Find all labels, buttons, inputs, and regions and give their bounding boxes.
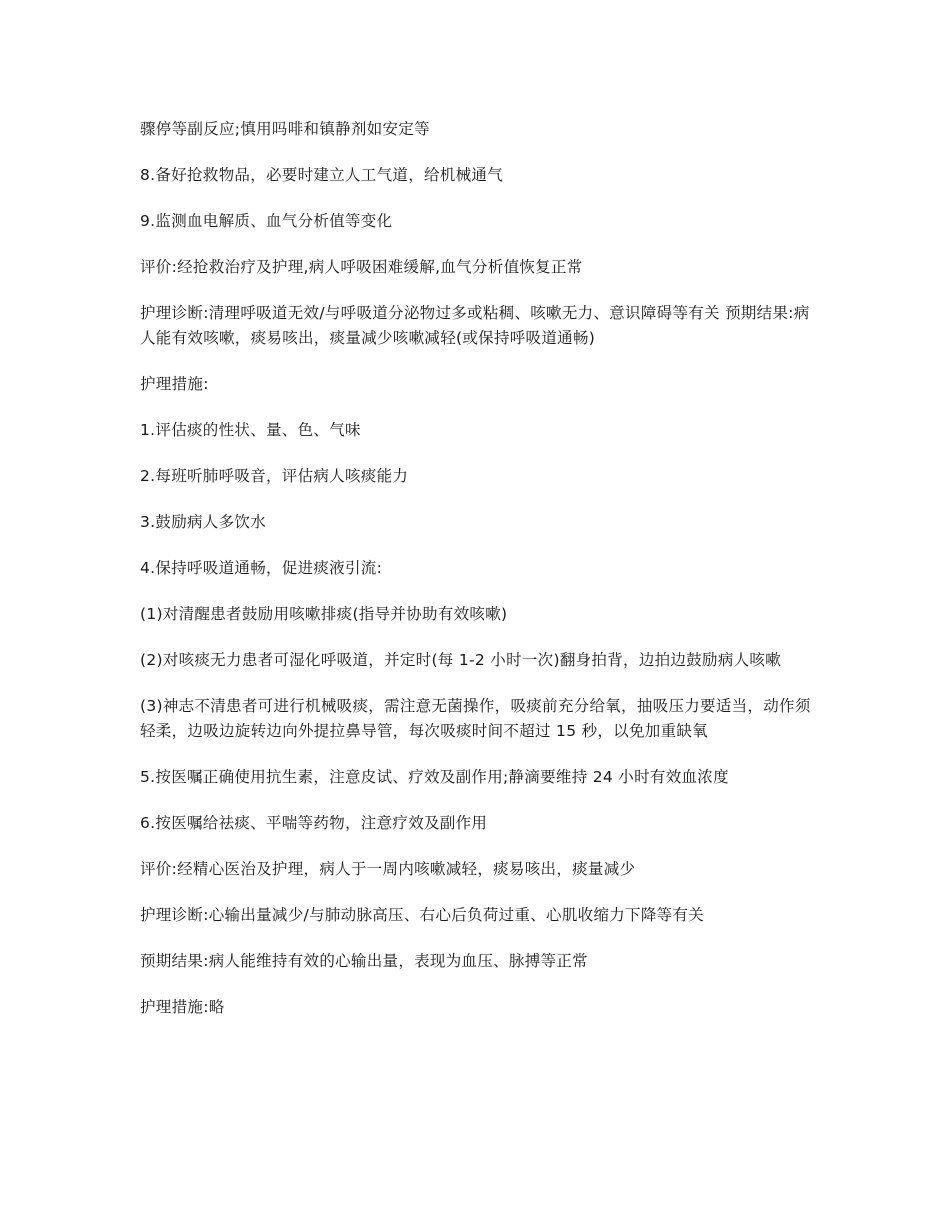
paragraph-measure-2: 2.每班听肺呼吸音，评估病人咳痰能力 bbox=[140, 467, 409, 485]
paragraph-diagnosis-cardiac: 护理诊断:心输出量减少/与肺动脉高压、右心后负荷过重、心肌收缩力下降等有关 bbox=[140, 906, 705, 924]
paragraph-measure-4-3: (3)神志不清患者可进行机械吸痰，需注意无菌操作，吸痰前充分给氧，抽吸压力要适当，动作须轻柔，边吸边旋转边向外提拉鼻导管，每次吸痰时间不超过 15 秒，以免加重缺氧 bbox=[140, 697, 811, 740]
paragraph-step-8: 8.备好抢救物品，必要时建立人工气道，给机械通气 bbox=[140, 166, 503, 184]
paragraph-measure-6: 6.按医嘱给祛痰、平喘等药物，注意疗效及副作用 bbox=[140, 814, 488, 832]
paragraph-measures-heading: 护理措施: bbox=[140, 375, 209, 393]
paragraph-measure-4: 4.保持呼吸道通畅，促进痰液引流: bbox=[140, 559, 383, 577]
document-body bbox=[140, 117, 816, 1041]
paragraph-measure-4-2: (2)对咳痰无力患者可湿化呼吸道，并定时(每 1-2 小时一次)翻身拍背，边拍边鼓励病人咳嗽 bbox=[140, 651, 782, 669]
paragraph-measure-4-1: (1)对清醒患者鼓励用咳嗽排痰(指导并协助有效咳嗽) bbox=[140, 605, 508, 623]
paragraph-continuation: 骤停等副反应;慎用吗啡和镇静剂如安定等 bbox=[140, 120, 430, 138]
paragraph-measure-5: 5.按医嘱正确使用抗生素，注意皮试、疗效及副作用;静滴要维持 24 小时有效血浓度 bbox=[140, 768, 729, 786]
paragraph-evaluation-1: 评价:经抢救治疗及护理,病人呼吸困难缓解,血气分析值恢复正常 bbox=[140, 258, 583, 276]
paragraph-diagnosis-airway: 护理诊断:清理呼吸道无效/与呼吸道分泌物过多或粘稠、咳嗽无力、意识障碍等有关 预期结果:病人能有效咳嗽，痰易咳出，痰量减少咳嗽减轻(或保持呼吸道通畅) bbox=[140, 304, 810, 347]
paragraph-measures-omitted: 护理措施:略 bbox=[140, 998, 225, 1016]
paragraph-measure-3: 3.鼓励病人多饮水 bbox=[140, 513, 266, 531]
paragraph-evaluation-2: 评价:经精心医治及护理，病人于一周内咳嗽减轻，痰易咳出，痰量减少 bbox=[140, 860, 636, 878]
paragraph-measure-1: 1.评估痰的性状、量、色、气味 bbox=[140, 421, 361, 439]
paragraph-expected-result: 预期结果:病人能维持有效的心输出量，表现为血压、脉搏等正常 bbox=[140, 952, 588, 970]
paragraph-step-9: 9.监测血电解质、血气分析值等变化 bbox=[140, 212, 393, 230]
